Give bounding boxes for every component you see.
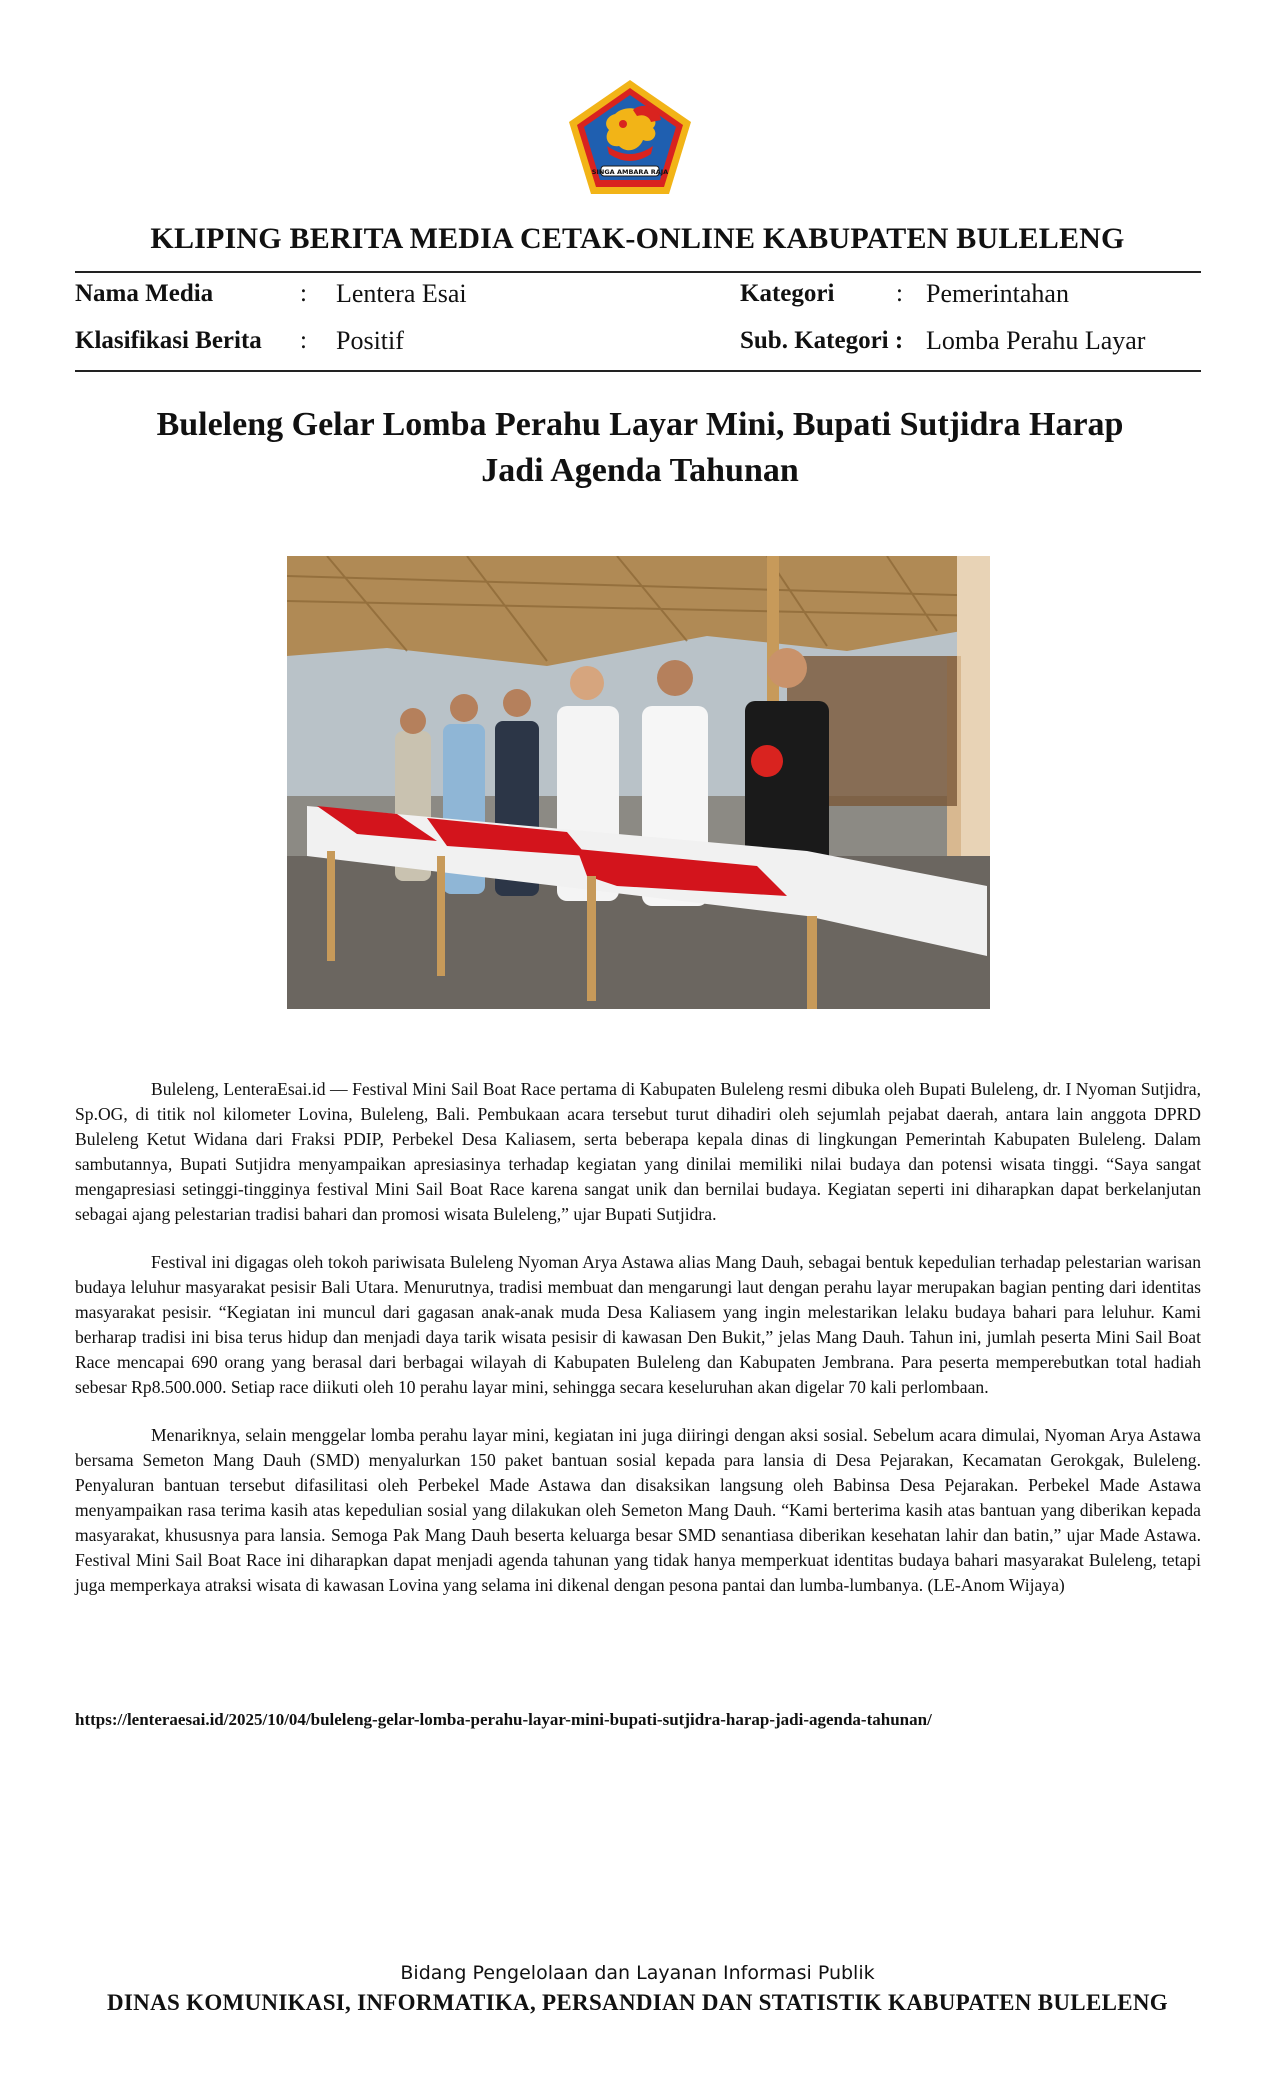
colon: : — [300, 327, 307, 354]
footer-department: Bidang Pengelolaan dan Layanan Informasi Publik — [400, 1962, 875, 1984]
nama-media-value: Lentera Esai — [336, 279, 467, 308]
meta-divider — [75, 370, 1201, 372]
nama-media-label: Nama Media — [75, 280, 214, 307]
article-paragraph: Festival ini digagas oleh tokoh pariwisata Buleleng Nyoman Arya Astawa alias Mang Dauh, sebagai bentuk kepedulian terhadap pelestarian warisan budaya leluhur masyarakat pesisir Bali Utara. Menurutnya, tradisi membuat dan mengarungi laut dengan perahu layar merupakan bagian penting dari identitas masyarakat pesisir. “Kegiatan ini muncul dari gagasan anak-anak muda Desa Kaliasem yang ingin melestarikan lelaku budaya bahari para leluhur. Kami berharap tradisi ini bisa terus hidup dan menjadi daya tarik wisata pesisir di kawasan Den Bukit,” jelas Mang Dauh. Tahun ini, jumlah peserta Mini Sail Boat Race mencapai 690 orang yang berasal dari berbagai wilayah di Kabupaten Buleleng dan Kabupaten Jembrana. Para peserta memperebutkan total hadiah sebesar Rp8.500.000. Setiap race diikuti oleh 10 perahu layar mini, sehingga secara keseluruhan akan digelar 70 kali perlombaan. — [75, 1252, 1201, 1397]
crest-motto: SINGA AMBARA RAJA — [591, 168, 669, 176]
klasifikasi-label: Klasifikasi Berita — [75, 327, 262, 354]
footer-agency: DINAS KOMUNIKASI, INFORMATIKA, PERSANDIAN DAN STATISTIK KABUPATEN BULELENG — [107, 1990, 1168, 2015]
sub-kategori-value: Lomba Perahu Layar — [926, 326, 1146, 355]
kategori-value: Pemerintahan — [926, 279, 1069, 308]
top-divider — [75, 271, 1201, 273]
colon: : — [300, 280, 307, 307]
article-paragraph: Buleleng, LenteraEsai.id — Festival Mini Sail Boat Race pertama di Kabupaten Buleleng resmi dibuka oleh Bupati Buleleng, dr. I Nyoman Sutjidra, Sp.OG, di titik nol kilometer Lovina, Buleleng, Bali. Pembukaan acara tersebut turut dihadiri oleh sejumlah pejabat daerah, antara lain anggota DPRD Buleleng Ketut Widana dari Fraksi PDIP, Perbekel Desa Kaliasem, serta beberapa kepala dinas di lingkungan Pemerintah Kabupaten Buleleng. Dalam sambutannya, Bupati Sutjidra menyampaikan apresiasinya terhadap kegiatan yang dinilai memiliki nilai budaya dan potensi wisata tinggi. “Saya sangat mengapresiasi setinggi-tingginya festival Mini Sail Boat Race karena sangat unik dan bernilai budaya. Kegiatan seperti ini diharapkan dapat berkelanjutan sebagai ajang pelestarian tradisi bahari dan promosi wisata Buleleng,” ujar Bupati Sutjidra. — [75, 1079, 1201, 1224]
klasifikasi-value: Positif — [336, 326, 404, 355]
kategori-label: Kategori — [740, 280, 835, 307]
source-url-link[interactable]: https://lenteraesai.id/2025/10/04/buleleng-gelar-lomba-perahu-layar-mini-bupati-sutjidra-harap-jadi-agenda-tahunan/ — [75, 1710, 932, 1729]
colon: : — [896, 280, 903, 307]
article-title: Buleleng Gelar Lomba Perahu Layar Mini, Bupati Sutjidra Harap Jadi Agenda Tahunan — [156, 406, 1124, 489]
news-photo — [287, 556, 990, 1009]
document-heading: KLIPING BERITA MEDIA CETAK-ONLINE KABUPATEN BULELENG — [150, 222, 1125, 255]
article-body — [75, 1077, 1201, 1621]
sub-kategori-label: Sub. Kategori : — [740, 327, 904, 354]
article-paragraph: Menariknya, selain menggelar lomba perahu layar mini, kegiatan ini juga diiringi dengan aksi sosial. Sebelum acara dimulai, Nyoman Arya Astawa bersama Semeton Mang Dauh (SMD) menyalurkan 150 paket bantuan sosial kepada para lansia di Desa Pejarakan, Kecamatan Gerokgak, Buleleng. Penyaluran bantuan tersebut difasilitasi oleh Perbekel Made Astawa dan disaksikan langsung oleh Babinsa Desa Pejarakan. Perbekel Made Astawa menyampaikan rasa terima kasih atas kepedulian sosial yang dilakukan oleh Semeton Mang Dauh. “Kami berterima kasih atas bantuan yang diberikan kepada masyarakat, khususnya para lansia. Semoga Pak Mang Dauh beserta keluarga besar SMD senantiasa diberikan kesehatan lahir dan batin,” ujar Made Astawa. Festival Mini Sail Boat Race ini diharapkan dapat menjadi agenda tahunan yang tidak hanya memperkuat identitas budaya bahari masyarakat Buleleng, tetapi juga memperkaya atraksi wisata di kawasan Lovina yang selama ini dikenal dengan pesona pantai dan lumba-lumbanya. (LE-Anom Wijaya) — [75, 1425, 1201, 1595]
buleleng-crest-icon — [563, 76, 697, 198]
